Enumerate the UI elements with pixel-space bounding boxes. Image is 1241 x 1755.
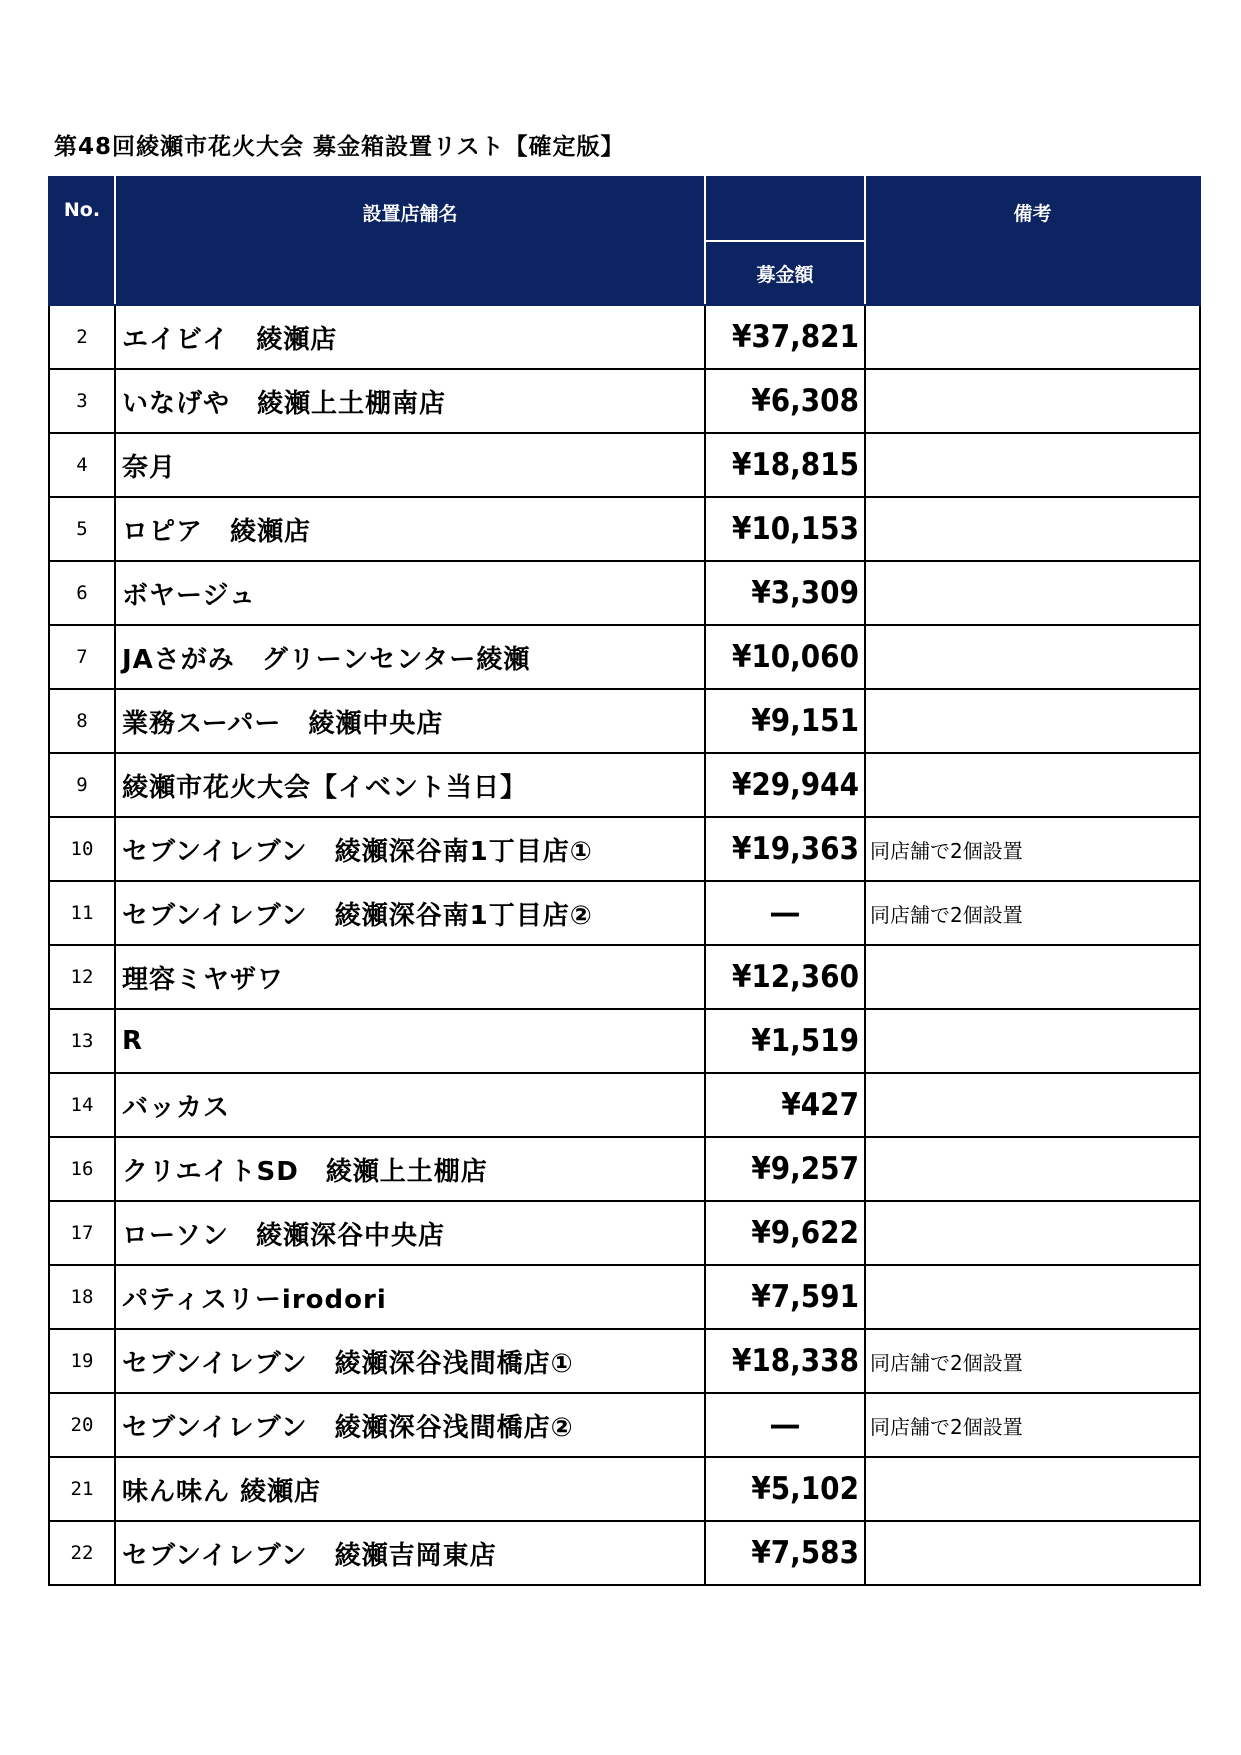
donation-amount: ¥12,360 [705,945,865,1009]
note-cell [865,689,1200,753]
table-row [49,369,1200,433]
row-number: 5 [49,497,115,561]
donation-amount: ¥7,583 [705,1521,865,1585]
table-row [49,1329,1200,1393]
store-name: セブンイレブン 綾瀬深谷南1丁目店② [115,881,705,945]
note-cell [865,369,1200,433]
row-number: 14 [49,1073,115,1137]
donation-amount: ¥10,153 [705,497,865,561]
store-name: エイビイ 綾瀬店 [115,305,705,369]
donation-amount: ¥3,309 [705,561,865,625]
row-number: 7 [49,625,115,689]
store-name: 奈月 [115,433,705,497]
donation-amount: ¥6,308 [705,369,865,433]
donation-amount: ¥10,060 [705,625,865,689]
donation-amount: ¥427 [705,1073,865,1137]
table-row [49,1073,1200,1137]
note-cell: 同店舗で2個設置 [865,1393,1200,1457]
donation-amount: ¥5,102 [705,1457,865,1521]
table-row [49,497,1200,561]
donation-amount: ¥7,591 [705,1265,865,1329]
table-row [49,625,1200,689]
note-cell [865,1457,1200,1521]
store-name: 業務スーパー 綾瀬中央店 [115,689,705,753]
donation-amount: ¥9,622 [705,1201,865,1265]
row-number: 17 [49,1201,115,1265]
note-cell: 同店舗で2個設置 [865,881,1200,945]
donation-amount: ― [705,881,865,945]
table-row [49,753,1200,817]
table-row [49,945,1200,1009]
table-row [49,433,1200,497]
header-no: No. [49,177,115,305]
row-number: 19 [49,1329,115,1393]
store-name: 味ん味ん 綾瀬店 [115,1457,705,1521]
donation-amount: ¥9,151 [705,689,865,753]
header-amount-top [705,177,865,241]
note-cell [865,1009,1200,1073]
donation-amount: ¥1,519 [705,1009,865,1073]
donation-box-table [48,176,1201,1586]
row-number: 22 [49,1521,115,1585]
store-name: セブンイレブン 綾瀬吉岡東店 [115,1521,705,1585]
note-cell [865,753,1200,817]
donation-amount: ¥9,257 [705,1137,865,1201]
note-cell [865,625,1200,689]
header-store-name: 設置店舗名 [115,177,705,305]
table-row [49,881,1200,945]
header-note: 備考 [865,177,1200,305]
donation-amount: ¥18,815 [705,433,865,497]
row-number: 16 [49,1137,115,1201]
row-number: 11 [49,881,115,945]
store-name: 綾瀬市花火大会【イベント当日】 [115,753,705,817]
row-number: 20 [49,1393,115,1457]
store-name: 理容ミヤザワ [115,945,705,1009]
note-cell: 同店舗で2個設置 [865,817,1200,881]
note-cell [865,305,1200,369]
table-row [49,1521,1200,1585]
table-row [49,561,1200,625]
store-name: セブンイレブン 綾瀬深谷浅間橋店① [115,1329,705,1393]
note-cell [865,433,1200,497]
note-cell [865,497,1200,561]
row-number: 4 [49,433,115,497]
table-row [49,1201,1200,1265]
table-row [49,1265,1200,1329]
document-title: 第48回綾瀬市花火大会 募金箱設置リスト【確定版】 [54,134,625,160]
note-cell [865,561,1200,625]
donation-amount: ¥18,338 [705,1329,865,1393]
row-number: 2 [49,305,115,369]
table-row [49,305,1200,369]
store-name: ボヤージュ [115,561,705,625]
table-row [49,817,1200,881]
row-number: 18 [49,1265,115,1329]
note-cell: 同店舗で2個設置 [865,1329,1200,1393]
donation-amount: ¥37,821 [705,305,865,369]
store-name: ロピア 綾瀬店 [115,497,705,561]
header-amount: 募金額 [705,241,865,305]
note-cell [865,1073,1200,1137]
donation-amount: ― [705,1393,865,1457]
note-cell [865,1137,1200,1201]
row-number: 3 [49,369,115,433]
row-number: 8 [49,689,115,753]
note-cell [865,1201,1200,1265]
note-cell [865,1265,1200,1329]
row-number: 12 [49,945,115,1009]
table-body [49,305,1200,1585]
table-row [49,1009,1200,1073]
store-name: セブンイレブン 綾瀬深谷浅間橋店② [115,1393,705,1457]
row-number: 9 [49,753,115,817]
row-number: 21 [49,1457,115,1521]
donation-amount: ¥29,944 [705,753,865,817]
donation-amount: ¥19,363 [705,817,865,881]
store-name: パティスリーirodori [115,1265,705,1329]
store-name: R [115,1009,705,1073]
table-row [49,689,1200,753]
store-name: セブンイレブン 綾瀬深谷南1丁目店① [115,817,705,881]
store-name: ローソン 綾瀬深谷中央店 [115,1201,705,1265]
row-number: 6 [49,561,115,625]
table-row [49,1137,1200,1201]
store-name: JAさがみ グリーンセンター綾瀬 [115,625,705,689]
table-header [49,177,1200,305]
table-row [49,1393,1200,1457]
store-name: バッカス [115,1073,705,1137]
note-cell [865,1521,1200,1585]
table-row [49,1457,1200,1521]
note-cell [865,945,1200,1009]
store-name: クリエイトSD 綾瀬上土棚店 [115,1137,705,1201]
row-number: 10 [49,817,115,881]
store-name: いなげや 綾瀬上土棚南店 [115,369,705,433]
row-number: 13 [49,1009,115,1073]
